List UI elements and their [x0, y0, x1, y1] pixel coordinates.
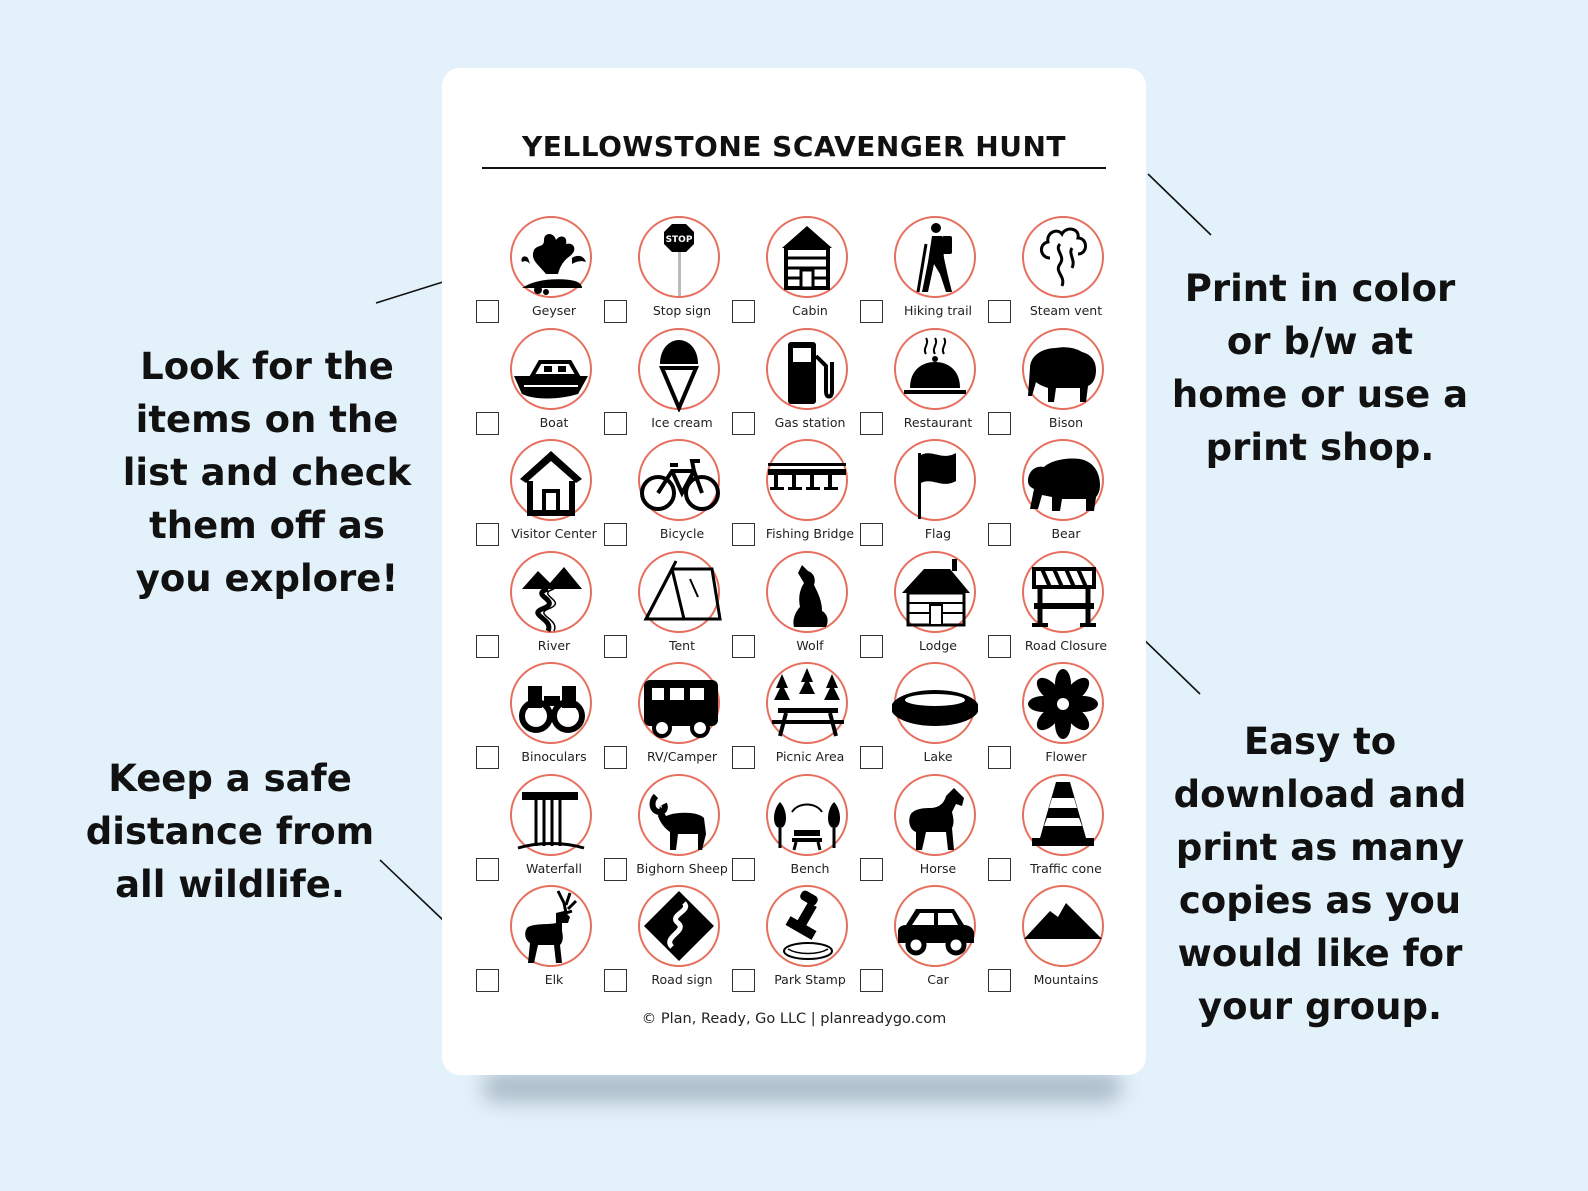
item-label: Car: [927, 972, 949, 987]
item-label: Picnic Area: [775, 749, 845, 764]
item-label: Gas station: [774, 414, 846, 430]
item-label: Mountains: [1033, 972, 1099, 987]
hunt-item-gas-station: [732, 328, 860, 440]
item-grid: [476, 216, 1116, 997]
hunt-item-lodge: [860, 551, 988, 663]
item-label: Boat: [539, 414, 569, 430]
house-icon: [498, 433, 604, 527]
ice-cream-icon: [626, 322, 732, 416]
hunt-item-traffic-cone: [988, 774, 1116, 886]
title-underline: [482, 167, 1106, 169]
item-label: Traffic cone: [1030, 860, 1102, 876]
item-label: Bison: [1048, 414, 1084, 430]
hunt-item-road-closure: [988, 551, 1116, 663]
hunt-item-binoculars: [476, 662, 604, 774]
picnic-table-icon: [754, 656, 860, 750]
hunt-item-wolf: [732, 551, 860, 663]
wolf-icon: [754, 545, 860, 639]
car-icon: [882, 879, 988, 973]
item-label: Geyser: [531, 303, 577, 318]
hunt-item-park-stamp: [732, 885, 860, 997]
bridge-icon: [754, 433, 860, 527]
item-label: Lake: [923, 749, 953, 764]
tent-icon: [626, 545, 732, 639]
hunt-item-waterfall: [476, 774, 604, 886]
hunt-item-mountains: [988, 885, 1116, 997]
hunt-item-boat: [476, 328, 604, 440]
lodge-icon: [882, 545, 988, 639]
hunt-item-rv-camper: [604, 662, 732, 774]
item-label: Bench: [790, 860, 830, 876]
hunt-item-bear: [988, 439, 1116, 551]
item-label: Binoculars: [521, 749, 587, 764]
hunt-item-road-sign: [604, 885, 732, 997]
hunt-item-lake: [860, 662, 988, 774]
hunt-item-fishing-bridge: [732, 439, 860, 551]
hunt-item-car: [860, 885, 988, 997]
hunt-item-geyser: [476, 216, 604, 328]
hunt-item-bicycle: [604, 439, 732, 551]
steam-vent-icon: [1010, 210, 1116, 304]
barricade-icon: [1010, 545, 1116, 639]
bison-icon: [1010, 322, 1116, 416]
sheet-title: YELLOWSTONE SCAVENGER HUNT: [522, 130, 1066, 163]
annotation-check-off: Look for the items on the list and check them off as you explore!: [122, 345, 412, 600]
annotation-print-options: Print in color or b/w at home or use a print shop.: [1171, 267, 1469, 469]
gas-pump-icon: [754, 322, 860, 416]
cabin-icon: [754, 210, 860, 304]
bicycle-icon: [626, 433, 732, 527]
item-label: Wolf: [796, 637, 824, 653]
item-label: Waterfall: [526, 860, 582, 876]
hunt-item-elk: [476, 885, 604, 997]
item-label: Road sign: [651, 972, 713, 987]
item-label: Bighorn Sheep: [636, 860, 728, 876]
elk-icon: [498, 879, 604, 973]
hunt-item-flag: [860, 439, 988, 551]
item-label: Hiking trail: [903, 303, 973, 318]
sheet-footer: © Plan, Ready, Go LLC | planreadygo.com: [641, 1011, 947, 1027]
item-label: Elk: [544, 972, 564, 987]
item-label: Flag: [924, 526, 952, 541]
waterfall-icon: [498, 768, 604, 862]
hunt-item-tent: [604, 551, 732, 663]
rv-icon: [626, 656, 732, 750]
road-sign-icon: [626, 879, 732, 973]
stop-sign-icon: [626, 210, 732, 304]
item-label: Bicycle: [659, 526, 705, 541]
item-label: Fishing Bridge: [765, 526, 855, 541]
item-label: Restaurant: [903, 414, 973, 430]
cloche-icon: [882, 322, 988, 416]
boat-icon: [498, 322, 604, 416]
stamp-icon: [754, 879, 860, 973]
river-icon: [498, 545, 604, 639]
item-label: Tent: [668, 637, 696, 653]
item-label: Lodge: [919, 637, 957, 653]
pointer-line: [1148, 174, 1211, 235]
hunt-item-bison: [988, 328, 1116, 440]
item-label: Stop sign: [652, 303, 712, 318]
annotation-easy-download: Easy to download and print as many copies as you would like for your group.: [1173, 720, 1467, 1028]
hunt-item-steam-vent: [988, 216, 1116, 328]
hiker-icon: [882, 210, 988, 304]
hunt-item-hiking-trail: [860, 216, 988, 328]
item-label: Horse: [919, 860, 957, 876]
mountain-icon: [1010, 879, 1116, 973]
sheet-shadow: [482, 1072, 1122, 1102]
traffic-cone-icon: [1010, 768, 1116, 862]
scavenger-hunt-sheet: [442, 68, 1146, 1075]
item-label: Flower: [1045, 749, 1087, 764]
hunt-item-cabin: [732, 216, 860, 328]
item-label: Bear: [1051, 526, 1081, 541]
horse-icon: [882, 768, 988, 862]
pointer-line: [380, 860, 444, 921]
bear-icon: [1010, 433, 1116, 527]
geyser-icon: [498, 210, 604, 304]
bench-icon: [754, 768, 860, 862]
hunt-item-ice-cream: [604, 328, 732, 440]
binoculars-icon: [498, 656, 604, 750]
item-label: Cabin: [792, 303, 828, 318]
item-label: RV/Camper: [646, 749, 718, 764]
hunt-item-visitor-center: [476, 439, 604, 551]
item-label: Road Closure: [1024, 637, 1108, 653]
hunt-item-bighorn-sheep: [604, 774, 732, 886]
hunt-item-restaurant: [860, 328, 988, 440]
annotation-safe-distance: Keep a safe distance from all wildlife.: [85, 757, 375, 906]
item-label: Park Stamp: [774, 972, 846, 987]
item-label: Visitor Center: [511, 526, 597, 541]
bighorn-sheep-icon: [626, 768, 732, 862]
item-label: River: [537, 637, 571, 653]
svg-text:STOP: STOP: [665, 235, 693, 245]
hunt-item-horse: [860, 774, 988, 886]
hunt-item-river: [476, 551, 604, 663]
item-label: Ice cream: [651, 414, 713, 430]
hunt-item-picnic-area: [732, 662, 860, 774]
flag-icon: [882, 433, 988, 527]
hunt-item-flower: [988, 662, 1116, 774]
lake-icon: [882, 656, 988, 750]
hunt-item-bench: [732, 774, 860, 886]
hunt-item-stop-sign: [604, 216, 732, 328]
flower-icon: [1010, 656, 1116, 750]
item-label: Steam vent: [1029, 303, 1103, 318]
